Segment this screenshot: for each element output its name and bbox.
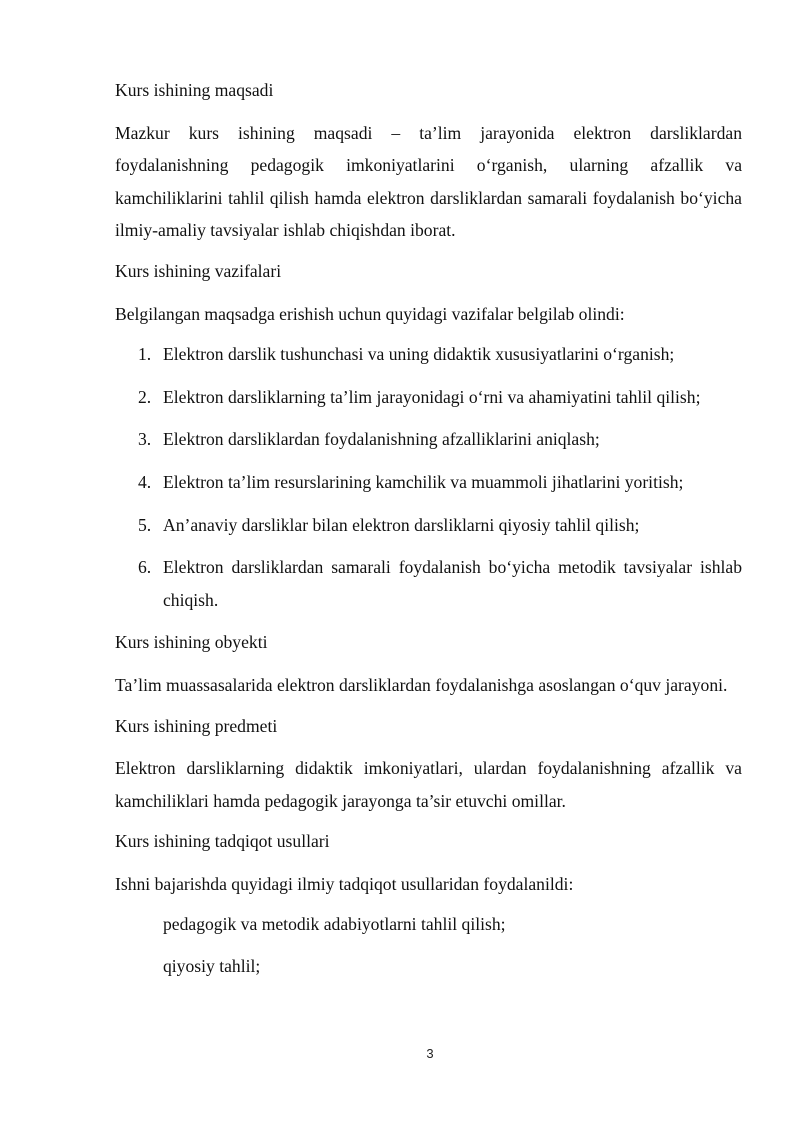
tasks-list-item [115, 466, 742, 499]
object-paragraph: Ta’lim muassasalarida elektron darsliklardan foydalanishga asoslangan o‘quv jarayoni. [115, 674, 728, 695]
subject-paragraph: Elektron darsliklarning didaktik imkoniyatlari, ulardan foydalanishning afzallik va kamchiliklari hamda pedagogik jarayonga ta’sir etuvchi omillar. [115, 758, 742, 811]
list-item-number: 6. [138, 557, 152, 578]
list-item-number: 1. [138, 344, 152, 365]
list-item-text: An’anaviy darsliklar bilan elektron darsliklarni qiyosiy tahlil qilish; [163, 514, 640, 535]
goal-paragraph: Mazkur kurs ishining maqsadi – ta’lim jarayonida elektron darsliklardan foydalanishning pedagogik imkoniyatlarini o‘rganish, ularning afzallik va kamchiliklarini tahlil qilish hamda elektron darsliklardan samarali foydalanish bo‘yicha ilmiy-amaliy tavsiyalar ishlab chiqishdan iborat. [115, 122, 742, 241]
tasks-list-item [115, 509, 742, 542]
tasks-heading: Kurs ishining vazifalari [115, 260, 282, 281]
methods-list-item: pedagogik va metodik adabiyotlarni tahlil qilish; [163, 914, 506, 935]
methods-heading: Kurs ishining tadqiqot usullari [115, 831, 330, 852]
list-item-number: 5. [138, 514, 152, 535]
list-item-text: Elektron darsliklarning ta’lim jarayonidagi o‘rni va ahamiyatini tahlil qilish; [163, 386, 701, 407]
tasks-intro: Belgilangan maqsadga erishish uchun quyidagi vazifalar belgilab olindi: [115, 303, 625, 324]
list-item-text: Elektron ta’lim resurslarining kamchilik va muammoli jihatlarini yoritish; [163, 471, 684, 492]
list-item-text: Elektron darslik tushunchasi va uning didaktik xususiyatlarini o‘rganish; [163, 344, 675, 365]
document-page [115, 74, 742, 992]
tasks-list-item [115, 338, 742, 371]
tasks-list [115, 338, 742, 616]
subject-heading: Kurs ishining predmeti [115, 715, 278, 736]
tasks-list-item [115, 381, 742, 414]
methods-list [115, 908, 742, 982]
list-item-number: 3. [138, 429, 152, 450]
tasks-list-item [115, 423, 742, 456]
list-item-number: 2. [138, 386, 152, 407]
list-item-text: Elektron darsliklardan samarali foydalanish bo‘yicha metodik tavsiyalar ishlab chiqish. [163, 557, 742, 610]
object-heading: Kurs ishining obyekti [115, 632, 268, 653]
list-item-text: Elektron darsliklardan foydalanishning afzalliklarini aniqlash; [163, 429, 600, 450]
list-item-number: 4. [138, 471, 152, 492]
goal-heading: Kurs ishining maqsadi [115, 80, 274, 100]
methods-intro: Ishni bajarishda quyidagi ilmiy tadqiqot usullaridan foydalanildi: [115, 873, 574, 894]
methods-list-item: qiyosiy tahlil; [163, 956, 261, 977]
page-number: 3 [426, 1046, 434, 1061]
tasks-list-item [115, 551, 742, 616]
